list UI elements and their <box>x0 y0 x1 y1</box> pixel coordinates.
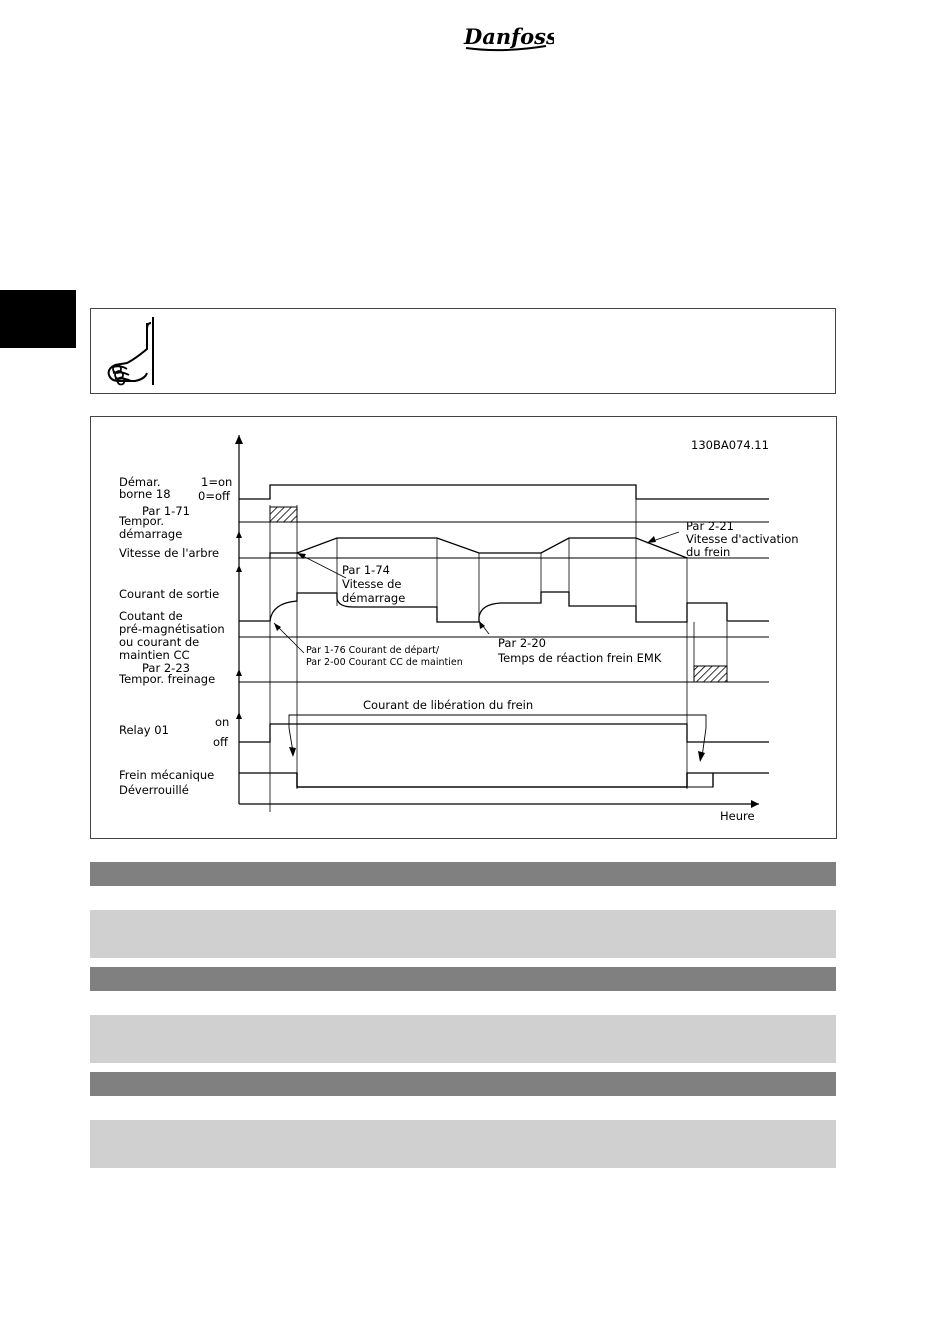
annotation-heure: Heure <box>720 809 755 823</box>
label-relay-off: off <box>213 735 228 749</box>
label-on-state: 1=on <box>201 475 233 489</box>
label-borne-18: borne 18 <box>119 487 171 501</box>
start-signal-trace <box>239 485 769 499</box>
section-body-1 <box>90 910 836 958</box>
label-demar: Démar. <box>119 475 161 489</box>
section-body-3 <box>90 1120 836 1168</box>
annotation-vitesse-activation-2: du frein <box>686 545 731 559</box>
annotation-courant-liberation: Courant de libération du frein <box>363 698 534 712</box>
annotation-par-176: Par 1-76 Courant de départ/ <box>306 645 440 656</box>
label-coutant-4: maintien CC <box>119 648 190 662</box>
brake-closing-segment <box>687 773 713 787</box>
label-tempor-freinage: Tempor. freinage <box>119 672 216 686</box>
annotation-vitesse-activation-1: Vitesse d'activation <box>686 532 799 546</box>
label-par-171: Par 1-71 <box>142 504 190 518</box>
callout-arrowheads <box>274 536 656 631</box>
annotation-par-220: Par 2-20 <box>498 636 546 650</box>
chapter-tab <box>0 290 76 348</box>
label-vitesse-arbre: Vitesse de l'arbre <box>119 546 220 560</box>
brake-release-arrows <box>289 728 706 757</box>
label-tempor-demarrage-1: Tempor. <box>119 514 165 528</box>
label-frein-mecanique: Frein mécanique <box>119 768 215 782</box>
note-box <box>90 308 836 394</box>
label-par-223: Par 2-23 <box>142 661 190 675</box>
section-header-3 <box>90 1072 836 1096</box>
annotation-par-174: Par 1-74 <box>342 563 390 577</box>
label-tempor-demarrage-2: démarrage <box>119 527 183 541</box>
brake-release-arrowheads <box>289 747 705 762</box>
annotation-par-200: Par 2-00 Courant CC de maintien <box>306 657 463 668</box>
start-delay-block <box>270 507 297 522</box>
label-relay-on: on <box>215 715 230 729</box>
annotation-temps-reaction: Temps de réaction frein EMK <box>498 651 662 665</box>
brake-delay-block <box>694 666 727 682</box>
label-relay-01: Relay 01 <box>119 723 169 737</box>
relay-trace <box>239 724 769 742</box>
label-coutant-3: ou courant de <box>119 635 200 649</box>
section-body-2 <box>90 1015 836 1063</box>
time-axis-arrow <box>751 800 759 808</box>
time-axis <box>239 435 759 804</box>
section-header-2 <box>90 967 836 991</box>
diagram-code: 130BA074.11 <box>691 438 769 452</box>
output-current-trace <box>239 592 769 622</box>
label-coutant-1: Coutant de <box>119 609 183 623</box>
timing-diagram <box>90 416 837 839</box>
label-courant-sortie: Courant de sortie <box>119 587 220 601</box>
danfoss-logo <box>462 20 554 54</box>
svg-text:Danfoss: Danfoss <box>464 24 554 49</box>
hand-pointing-icon <box>101 315 157 387</box>
label-off-state: 0=off <box>198 489 230 503</box>
label-deverrouille: Déverrouillé <box>119 783 189 797</box>
annotation-vitesse-demarrage-1: Vitesse de <box>342 577 402 591</box>
label-coutant-2: pré-magnétisation <box>119 622 225 636</box>
y-axis-arrow <box>235 435 243 444</box>
mechanical-brake-trace <box>239 773 769 787</box>
section-header-1 <box>90 862 836 886</box>
annotation-par-221: Par 2-21 <box>686 519 734 533</box>
brake-released-segment <box>297 773 687 787</box>
annotation-vitesse-demarrage-2: démarrage <box>342 591 406 605</box>
brake-release-bracket <box>289 715 706 728</box>
shaft-speed-trace <box>270 538 687 558</box>
